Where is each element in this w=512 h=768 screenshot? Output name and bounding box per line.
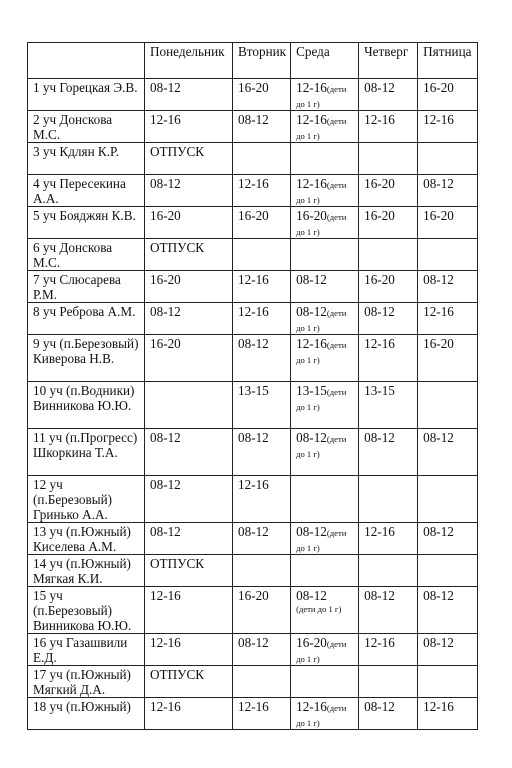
wednesday-time: 12-16 [296,80,327,95]
table-row [28,587,478,634]
wednesday-cell [291,271,359,303]
table-row [28,335,478,382]
tuesday-cell: 12-16 [233,175,291,207]
table-row [28,382,478,429]
table-row [28,79,478,111]
tuesday-cell: 13-15 [233,382,291,429]
wednesday-cell [291,79,359,111]
uchastok-name: 10 уч (п.Водники) Винникова Ю.Ю. [28,382,145,429]
wednesday-cell [291,111,359,143]
tuesday-cell: 12-16 [233,271,291,303]
friday-cell: 08-12 [418,587,478,634]
thursday-cell: 08-12 [359,698,418,730]
uchastok-name: 2 уч Донскова М.С. [28,111,145,143]
schedule-body [28,79,478,730]
wednesday-time: 08-12 [296,272,327,287]
monday-cell: 16-20 [145,271,233,303]
wednesday-cell [291,382,359,429]
wednesday-cell [291,303,359,335]
tuesday-cell: 08-12 [233,429,291,476]
uchastok-name: 13 уч (п.Южный) Киселева А.М. [28,523,145,555]
wednesday-cell [291,335,359,382]
table-row [28,555,478,587]
header-thursday: Четверг [359,43,418,79]
wednesday-cell [291,143,359,175]
monday-cell: 08-12 [145,523,233,555]
monday-cell: 12-16 [145,634,233,666]
monday-cell: ОТПУСК [145,555,233,587]
wednesday-cell [291,429,359,476]
thursday-cell: 13-15 [359,382,418,429]
wednesday-note: (дети до 1 г) [296,434,347,459]
thursday-cell [359,476,418,523]
wednesday-time: 16-20 [296,208,327,223]
thursday-cell [359,666,418,698]
table-row [28,239,478,271]
header-corner [28,43,145,79]
friday-cell: 16-20 [418,335,478,382]
thursday-cell [359,143,418,175]
uchastok-name: 9 уч (п.Березовый) Киверова Н.В. [28,335,145,382]
friday-cell [418,382,478,429]
thursday-cell [359,555,418,587]
friday-cell: 12-16 [418,303,478,335]
monday-cell: ОТПУСК [145,239,233,271]
uchastok-name: 5 уч Бояджян К.В. [28,207,145,239]
uchastok-name: 1 уч Горецкая Э.В. [28,79,145,111]
wednesday-note: (дети до 1 г) [296,639,347,664]
uchastok-name: 18 уч (п.Южный) [28,698,145,730]
wednesday-note: (дети до 1 г) [296,84,347,109]
monday-cell: 08-12 [145,175,233,207]
table-row [28,698,478,730]
friday-cell: 08-12 [418,634,478,666]
thursday-cell: 08-12 [359,429,418,476]
wednesday-cell [291,634,359,666]
uchastok-name: 15 уч (п.Березовый) Винникова Ю.Ю. [28,587,145,634]
wednesday-cell [291,476,359,523]
header-tuesday: Вторник [233,43,291,79]
friday-cell [418,143,478,175]
tuesday-cell [233,666,291,698]
tuesday-cell: 08-12 [233,634,291,666]
uchastok-name: 17 уч (п.Южный) Мягкий Д.А. [28,666,145,698]
uchastok-name: 16 уч Газашвили Е.Д. [28,634,145,666]
tuesday-cell: 08-12 [233,523,291,555]
thursday-cell: 08-12 [359,587,418,634]
friday-cell: 08-12 [418,271,478,303]
wednesday-time: 08-12 [296,304,327,319]
header-monday: Понедельник [145,43,233,79]
uchastok-name: 14 уч (п.Южный) Мягкая К.И. [28,555,145,587]
wednesday-time: 12-16 [296,699,327,714]
monday-cell: 12-16 [145,587,233,634]
thursday-cell [359,239,418,271]
friday-cell: 16-20 [418,79,478,111]
wednesday-time: 08-12 [296,524,327,539]
uchastok-name: 8 уч Реброва А.М. [28,303,145,335]
uchastok-name: 6 уч Донскова М.С. [28,239,145,271]
friday-cell: 16-20 [418,207,478,239]
monday-cell: 12-16 [145,698,233,730]
table-row [28,175,478,207]
table-row [28,523,478,555]
thursday-cell: 12-16 [359,523,418,555]
monday-cell: ОТПУСК [145,143,233,175]
friday-cell: 12-16 [418,111,478,143]
monday-cell: 08-12 [145,79,233,111]
header-friday: Пятница [418,43,478,79]
friday-cell [418,555,478,587]
table-row [28,476,478,523]
friday-cell [418,666,478,698]
wednesday-note: (дети до 1 г) [296,308,347,333]
tuesday-cell: 12-16 [233,303,291,335]
wednesday-time: 08-12 [296,430,327,445]
table-row [28,111,478,143]
thursday-cell: 16-20 [359,207,418,239]
tuesday-cell: 16-20 [233,207,291,239]
friday-cell: 08-12 [418,175,478,207]
friday-cell: 12-16 [418,698,478,730]
tuesday-cell [233,239,291,271]
tuesday-cell: 12-16 [233,476,291,523]
friday-cell [418,476,478,523]
table-row [28,271,478,303]
table-row [28,303,478,335]
wednesday-time: 12-16 [296,336,327,351]
wednesday-time: 08-12 [296,588,327,603]
wednesday-note: (дети до 1 г) [296,387,347,412]
thursday-cell: 12-16 [359,335,418,382]
table-row [28,429,478,476]
tuesday-cell: 16-20 [233,587,291,634]
wednesday-cell [291,239,359,271]
tuesday-cell: 16-20 [233,79,291,111]
uchastok-name: 7 уч Слюсарева Р.М. [28,271,145,303]
thursday-cell: 08-12 [359,303,418,335]
wednesday-note: (дети до 1 г) [296,180,347,205]
wednesday-cell [291,207,359,239]
wednesday-cell [291,587,359,634]
tuesday-cell [233,143,291,175]
schedule-table [27,42,478,730]
table-row [28,143,478,175]
wednesday-note: (дети до 1 г) [296,604,342,614]
uchastok-name: 11 уч (п.Прогресс) Шкоркина Т.А. [28,429,145,476]
tuesday-cell [233,555,291,587]
friday-cell: 08-12 [418,523,478,555]
thursday-cell: 16-20 [359,271,418,303]
thursday-cell: 12-16 [359,111,418,143]
thursday-cell: 16-20 [359,175,418,207]
wednesday-note: (дети до 1 г) [296,212,347,237]
uchastok-name: 4 уч Пересекина А.А. [28,175,145,207]
wednesday-note: (дети до 1 г) [296,340,347,365]
wednesday-cell [291,555,359,587]
monday-cell: ОТПУСК [145,666,233,698]
monday-cell: 08-12 [145,429,233,476]
uchastok-name: 12 уч (п.Березовый) Гринько А.А. [28,476,145,523]
tuesday-cell: 12-16 [233,698,291,730]
monday-cell: 16-20 [145,335,233,382]
wednesday-time: 13-15 [296,383,327,398]
wednesday-time: 16-20 [296,635,327,650]
table-row [28,207,478,239]
wednesday-time: 12-16 [296,112,327,127]
header-wednesday: Среда [291,43,359,79]
friday-cell [418,239,478,271]
wednesday-note: (дети до 1 г) [296,116,347,141]
header-row [28,43,478,79]
wednesday-note: (дети до 1 г) [296,528,347,553]
table-row [28,634,478,666]
wednesday-cell [291,698,359,730]
friday-cell: 08-12 [418,429,478,476]
uchastok-name: 3 уч Кдлян К.Р. [28,143,145,175]
tuesday-cell: 08-12 [233,111,291,143]
monday-cell: 08-12 [145,303,233,335]
thursday-cell: 08-12 [359,79,418,111]
monday-cell: 16-20 [145,207,233,239]
wednesday-time: 12-16 [296,176,327,191]
tuesday-cell: 08-12 [233,335,291,382]
table-row [28,666,478,698]
thursday-cell: 12-16 [359,634,418,666]
monday-cell: 12-16 [145,111,233,143]
monday-cell [145,382,233,429]
wednesday-cell [291,523,359,555]
wednesday-cell [291,666,359,698]
wednesday-cell [291,175,359,207]
monday-cell: 08-12 [145,476,233,523]
wednesday-note: (дети до 1 г) [296,703,347,728]
